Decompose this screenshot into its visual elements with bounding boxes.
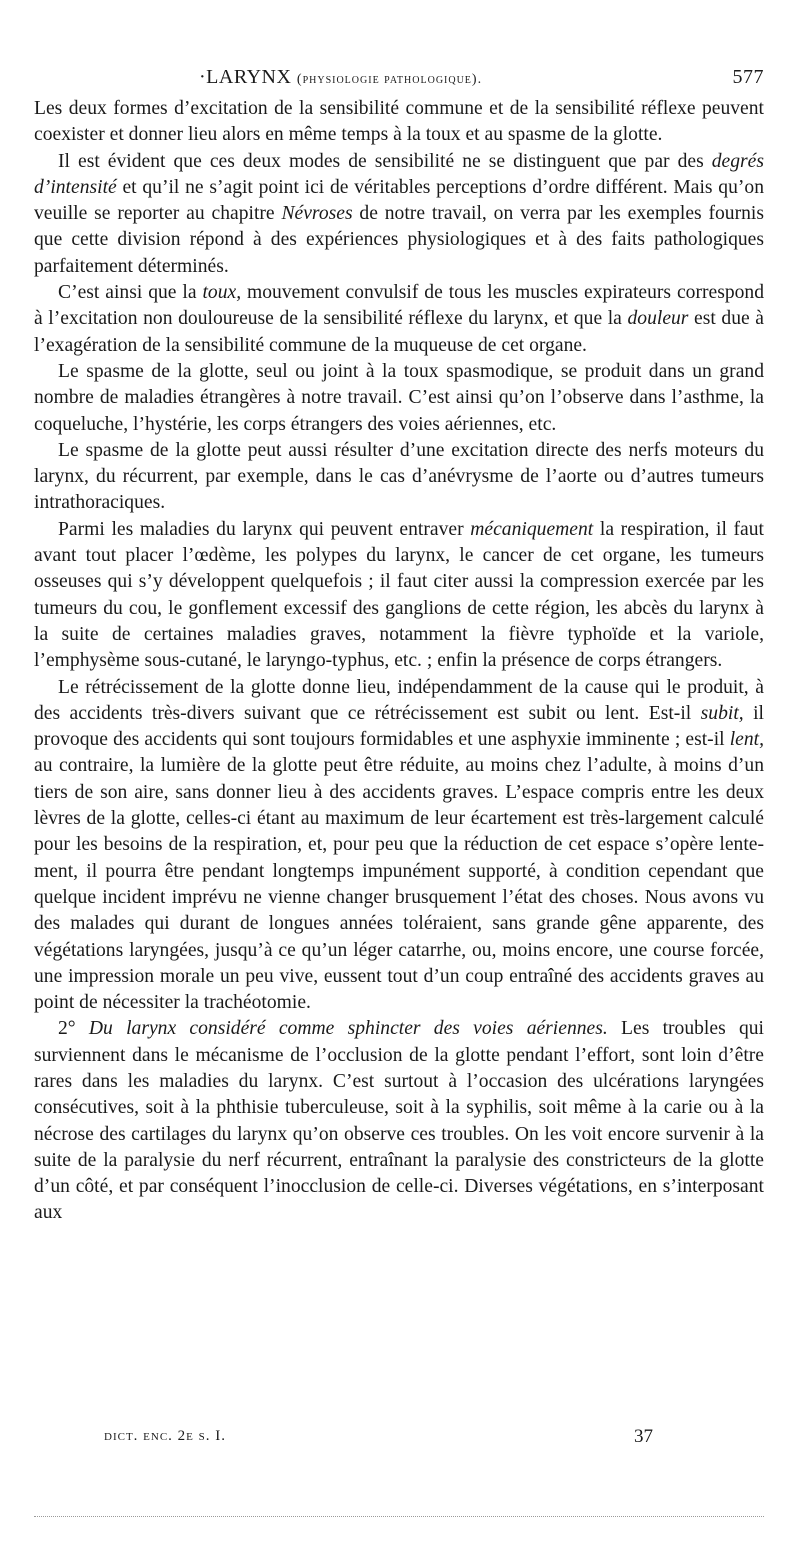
text-segment: Parmi les maladies du larynx qui peuvent entraver bbox=[58, 518, 471, 540]
text-segment: mouvement convulsif de tous les muscles expirateurs correspond à l’excitation non douloureuse de la sensibilité réflexe du larynx, et que la bbox=[34, 282, 765, 330]
paragraph bbox=[34, 359, 764, 438]
running-title-sub: (physiologie pathologique). bbox=[296, 72, 483, 87]
text-segment: Le spasme de la glotte peut aussi résulter d’une excitation directe des nerfs moteurs du larynx, du récurrent, par exemple, dans le cas d’anévrysme de l’aorte ou d’autres tumeurs intrathoraciques. bbox=[34, 439, 764, 514]
printer-signature: dict. enc. 2e s. I. bbox=[104, 1428, 226, 1444]
italic-text: Du larynx considéré comme sphincter des voies aériennes. bbox=[88, 1018, 608, 1040]
text-segment: Il est évident que ces deux modes de sensibilité ne se distinguent que par des bbox=[58, 150, 712, 172]
italic-text: Névroses bbox=[281, 203, 353, 225]
bottom-rule bbox=[34, 1516, 764, 1517]
body-text bbox=[34, 96, 764, 1227]
text-segment: est due à l’exagération de la sensibilité commune de la muqueuse de cet organe. bbox=[34, 308, 764, 356]
text-segment: 2° bbox=[58, 1018, 89, 1040]
text-segment: Les deux formes d’excitation de la sensibilité commune et de la sensibilité réflexe peuvent coexister et donner lieu alors en même temps à la toux et au spasme de la glotte. bbox=[34, 98, 764, 146]
italic-text: douleur bbox=[627, 308, 689, 330]
italic-text: degrés d’intensité bbox=[34, 150, 764, 198]
paragraph bbox=[34, 438, 764, 517]
paragraph bbox=[34, 280, 764, 359]
text-segment: Les troubles qui surviennent dans le mécanisme de l’occlusion de la glotte pendant l’effort, sont loin d’être rares dans les maladies du larynx. C’est surtout à l’occasion des ulcérations laryngées consécutives, soit à la phthisie tuberculeuse, soit à la syphilis, soit même à la carie ou à la nécrose des cartilages du larynx qu’on observe ces troubles. On les voit encore survenir à la suite de la paralysie du nerf récurrent, entraînant la paralysie des constricteurs de la glotte d’un côté, et par conséquent l’inocclusion de celle-ci. Diverses végétations, en s’interposant aux bbox=[34, 1018, 764, 1224]
text-segment: il provoque des accidents qui sont toujours formidables et une asphyxie imminente ; est-il bbox=[34, 702, 765, 751]
italic-text: toux, bbox=[202, 282, 242, 304]
text-segment: au contraire, la lumière de la glotte peut être réduite, au moins chez l’adulte, à moins d’un tiers de son aire, sans donner lieu à des accidents graves. L’espace compris entre les deux lèvres de la glotte, celles-ci étant au maximum de leur écartement est très-largement calculé pour les besoins de la respiration, et, pour peu que la réduction de cet espace s’opère lentement, il pourra être pendant longtemps impunément supporté, à condition cependant que quelque incident imprévu ne vienne changer brusquement l’état des choses. Nous avons vu des malades qui durant de longues années toléraient, sans grande gêne apparente, des végétations laryngées, jusqu’à ce qu’un léger catarrhe, ou, moins encore, une course forcée, une impression morale un peu vive, eussent tout d’un coup entraîné des accidents graves au point de nécessiter la trachéotomie. bbox=[34, 755, 764, 1014]
paragraph bbox=[34, 1016, 764, 1226]
paragraph bbox=[34, 517, 764, 675]
running-header bbox=[34, 62, 764, 96]
page-footer bbox=[34, 1426, 764, 1456]
paragraph bbox=[34, 149, 764, 280]
text-segment: C’est ainsi que la bbox=[58, 282, 203, 304]
running-title-main: LARYNX bbox=[206, 66, 292, 88]
page bbox=[34, 62, 764, 1227]
text-segment: la respiration, il faut avant tout placer l’œdème, les polypes du larynx, le cancer de cet organe, les tumeurs osseuses qui s’y développent quelquefois ; il faut citer aussi la compression exercée par les tumeurs du cou, le gonflement excessif des ganglions de cette région, les abcès du larynx à la suite de certaines maladies graves, notamment la fièvre typhoïde et la variole, l’emphysème sous-cutané, le laryngo-typhus, etc. ; enfin la présence de corps étrangers. bbox=[34, 518, 764, 672]
signature-number: 37 bbox=[634, 1426, 653, 1447]
italic-text: mécaniquement bbox=[470, 518, 594, 540]
paragraph bbox=[34, 675, 764, 1017]
text-segment: Le spasme de la glotte, seul ou joint à la toux spasmodique, se produit dans un grand nombre de maladies étrangères à notre travail. C’est ainsi qu’on l’observe dans l’asthme, la coqueluche, l’hystérie, les corps étrangers des voies aériennes, etc. bbox=[34, 360, 764, 435]
italic-text: lent, bbox=[729, 729, 764, 751]
running-title: ·LARYNX (physiologie pathologique). bbox=[199, 66, 483, 88]
italic-text: subit, bbox=[700, 702, 744, 724]
text-segment: de notre travail, on verra par les exemples fournis que cette division répond à des expériences physiologiques et à des faits pathologiques parfaitement déterminés. bbox=[34, 203, 764, 277]
paragraph bbox=[34, 96, 764, 149]
text-segment: Le rétrécissement de la glotte donne lieu, indépendamment de la cause qui le produit, à des accidents très-divers suivant que ce rétrécissement est subit ou lent. Est-il bbox=[34, 676, 764, 724]
page-number: 577 bbox=[732, 66, 764, 88]
text-segment: et qu’il ne s’agit point ici de véritables perceptions d’ordre différent. Mais qu’on veuille se reporter au chapitre bbox=[34, 176, 764, 225]
